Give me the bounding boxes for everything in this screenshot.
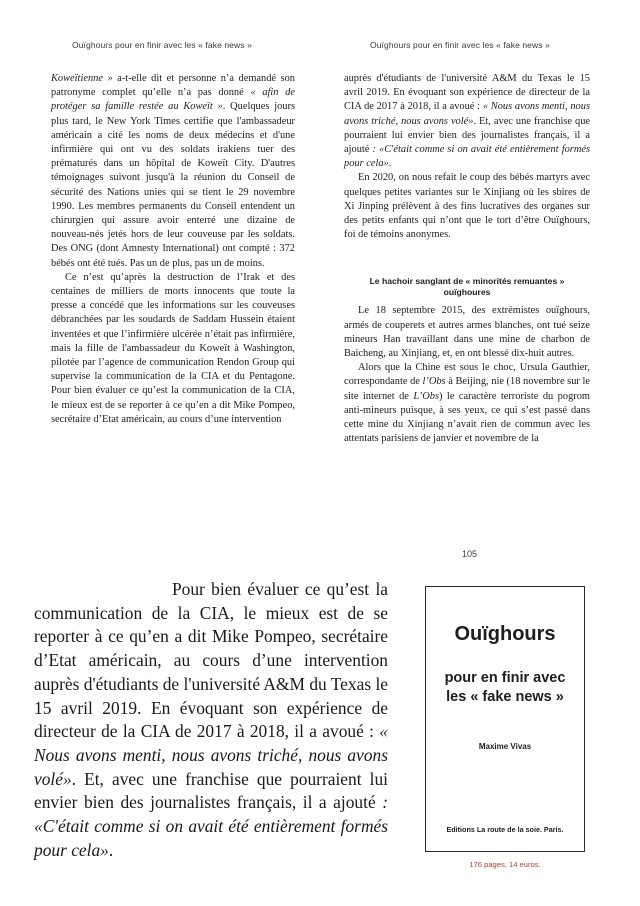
text-italic: l’Obs xyxy=(422,376,446,388)
pull-quote-paragraph xyxy=(34,578,388,862)
right-paragraph-3: Le 18 septembre 2015, des extrémistes ouïghours, armés de couperets et autres armes blanches, ont tué seize mineurs Han travaillant dans une mine de charbon de Baicheng, au Xinjiang, et, en ont blessé dix-huit autres. xyxy=(344,305,590,360)
text-italic: : «C'était comme si on avait été entièrement formés pour cela» xyxy=(344,144,590,170)
text-run: à Beijing, nie (18 novembre sur le site internet de xyxy=(344,376,590,402)
right-text-column xyxy=(344,72,590,446)
text-run: a-t-elle dit et personne n’a demandé son patronyme complet qu’elle n’a pas donné xyxy=(51,73,295,99)
book-subtitle: pour en finir avec les « fake news » xyxy=(444,670,566,705)
text-italic: « Nous avons menti, nous avons triché, nous avons volé» xyxy=(34,721,388,789)
text-italic: Koweïtienne » xyxy=(51,73,113,84)
text-run: Alors que la Chine est sous le choc, Ursula Gauthier, correspondante de xyxy=(344,362,590,388)
right-paragraph-1 xyxy=(344,72,590,171)
text-run: Pour bien évaluer ce qu’est la communication de la CIA, le mieux est de se reporter à ce qu’en a dit Mike Pompeo, secrétaire d’Etat américain, au cours d’une intervention auprès d'étudiants de l'université A&M du Texas le 15 avril 2019. En évoquant son expérience de directeur de la CIA de 2017 à 2018, il a avoué : xyxy=(34,579,388,742)
left-paragraph-2: Ce n’est qu’après la destruction de l’Irak et des centaines de milliers de morts innocents que toute la presse a concédé que les informations sur les couveuses débranchées par les soudards de Saddam Hussein étaient inventées et que l’infirmière ulcérée n’était pas infirmière, mais la fille de l'ambassadeur du Koweït à Washington, pilotée par l’agence de communication Rendon Group qui supervise la communication de la CIA et du Pentagone. Pour bien évaluer ce qu’est la communication de la CIA, le mieux est de se reporter à ce qu’en a dit Mike Pompeo, secrétaire d’Etat américain, au cours d’une intervention xyxy=(51,271,295,425)
right-paragraph-2: En 2020, on nous refait le coup des bébés martyrs avec quelques petites variantes sur le Xinjiang où les sbires de Xi Jinping prélèvent à des fins lucratives des organes sur des petits enfants qui n’ont que le tort d’être Ouïghours, foi de témoins anonymes. xyxy=(344,172,590,241)
text-run: ) le caractère terroriste du pogrom anti-mineurs puisque, à ses yeux, ce qui s’est passé dans cette mine du Xinjiang n’avait rien de commun avec les attentats parisiens de janvier et novembre de la xyxy=(344,390,590,445)
text-run: . Quelques jours plus tard, le New York Times certifie que l'ambassadeur américain a cité les noms de deux médecins et d'une infirmière qui ont vu des soldats irakiens tuer des prématurés dans un hôpital de Koweït City. D'autres témoignages suivont jusqu'à la réunion du Conseil de sécurité des Nations unies qui se tient le 29 novembre 1990. Les membres permanents du Conseil entendent un chirurgien qui assure avoir enterré une dizaine de nouveau-nés jetés hors de leur couveuse par les soldats. Des ONG (dont Amnesty International) ont compté : 372 bébés ont été tués. Pas un de plus, pas un de moins. xyxy=(51,101,295,269)
book-title: Ouïghours xyxy=(454,623,556,645)
section-heading: Le hachoir sanglant de « minorités remuantes » ouïghoures xyxy=(369,276,565,298)
text-run: . xyxy=(108,839,114,860)
left-paragraph-1 xyxy=(51,72,295,271)
running-header-right: Ouïghours pour en finir avec les « fake news » xyxy=(370,40,550,50)
text-italic: « Nous avons menti, nous avons triché, nous avons volé» xyxy=(344,101,590,127)
left-text-column xyxy=(51,72,295,427)
book-publisher: Editions La route de la soie. Paris. xyxy=(446,825,564,834)
text-italic: « afin de protéger sa famille restée au Koweït » xyxy=(51,87,295,113)
page-number: 105 xyxy=(462,549,478,559)
text-italic: L’Obs xyxy=(413,390,439,402)
text-run: . Et, avec une franchise que pourraient lui envier bien des journalistes français, il a ajouté xyxy=(344,115,590,156)
text-run: . Et, avec une franchise que pourraient lui envier bien des journalistes français, il a ajouté xyxy=(34,768,388,813)
book-details: 176 pages, 14 euros. xyxy=(469,860,541,869)
book-author: Maxime Vivas xyxy=(478,742,532,751)
book-cover-card xyxy=(425,586,585,852)
text-run: . xyxy=(388,158,392,170)
running-header-left: Ouïghours pour en finir avec les « fake news » xyxy=(72,40,252,50)
right-paragraph-4 xyxy=(344,361,590,446)
text-italic: : «C'était comme si on avait été entièrement formés pour cela» xyxy=(34,792,388,860)
text-run: auprès d'étudiants de l'université A&M du Texas le 15 avril 2019. En évoquant son expérience de directeur de la CIA de 2017 à 2018, il a avoué : xyxy=(344,73,590,113)
pull-quote xyxy=(34,578,388,862)
